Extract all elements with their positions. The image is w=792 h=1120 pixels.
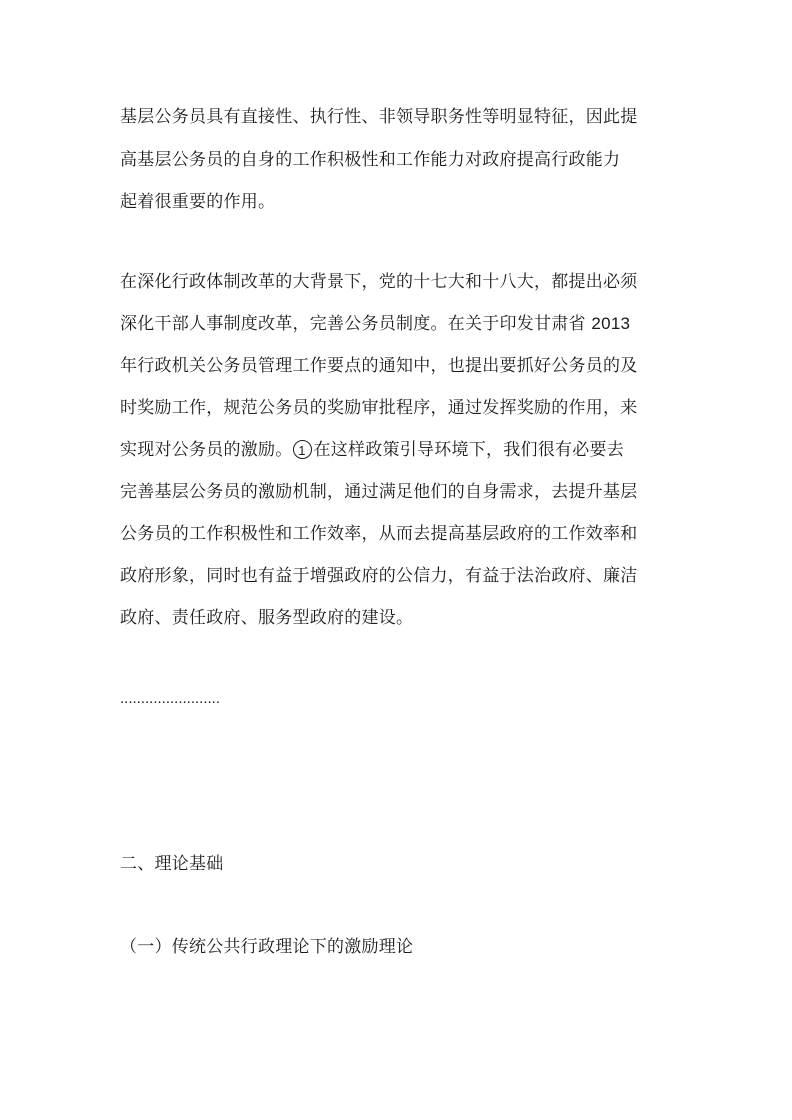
paragraph2-line: 政府、责任政府、服务型政府的建设。 <box>120 608 414 628</box>
paragraph1-line: 起着很重要的作用。 <box>120 192 276 212</box>
footnote-marker: 1 <box>293 440 312 459</box>
paragraph1-line: 基层公务员具有直接性、执行性、非领导职务性等明显特征，因此提 <box>120 107 638 127</box>
paragraph2-line: 完善基层公务员的激励机制，通过满足他们的自身需求，去提升基层 <box>120 482 638 502</box>
paragraph2-line-text: 在这样政策引导环境下，我们很有必要去 <box>313 440 624 460</box>
paragraph2-line: 公务员的工作积极性和工作效率，从而去提高基层政府的工作效率和 <box>120 524 638 544</box>
paragraph2-line: 在深化行政体制改革的大背景下，党的十七大和十八大，都提出必须 <box>120 272 638 292</box>
ellipsis-separator: ........................ <box>120 690 221 707</box>
paragraph2-line-text: 实现对公务员的激励。 <box>120 440 293 460</box>
paragraph2-line: 政府形象，同时也有益于增强政府的公信力，有益于法治政府、廉洁 <box>120 566 638 586</box>
paragraph2-line <box>120 312 680 336</box>
paragraph2-line: 年行政机关公务员管理工作要点的通知中，也提出要抓好公务员的及 <box>120 356 638 376</box>
year-number: 2013 <box>591 314 631 333</box>
subsection-heading: （一）传统公共行政理论下的激励理论 <box>120 937 414 957</box>
paragraph2-line <box>120 438 680 462</box>
paragraph2-line-text: 深化干部人事制度改革，完善公务员制度。在关于印发甘肃省 <box>120 314 586 334</box>
paragraph1-line: 高基层公务员的自身的工作积极性和工作能力对政府提高行政能力 <box>120 150 621 170</box>
section-heading: 二、理论基础 <box>120 854 224 874</box>
paragraph2-line: 时奖励工作，规范公务员的奖励审批程序，通过发挥奖励的作用，来 <box>120 398 638 418</box>
